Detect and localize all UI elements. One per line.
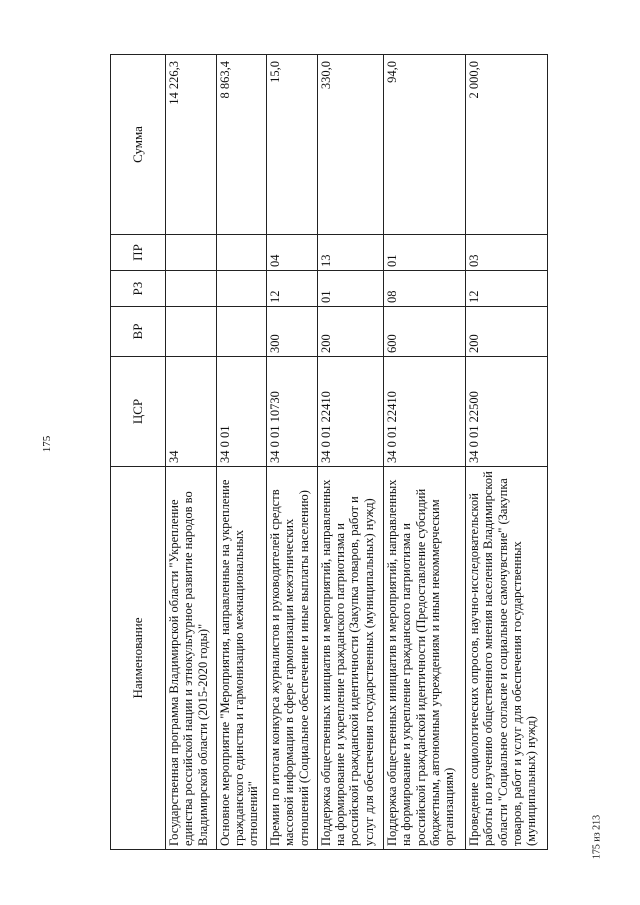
cell-pr [166,235,217,271]
table-row [166,55,217,850]
cell-csr: 34 0 01 22410 [317,357,383,467]
cell-name: Поддержка общественных инициатив и мероприятий, направленных на формирование и укрепление гражданского патриотизма и российской гражданской идентичности (Закупка товаров, работ и услуг для обеспечения государственных (муниципальных) нужд) [317,467,383,850]
header-sum: Сумма [111,55,166,235]
page-number: 175 [41,435,53,453]
cell-rz [216,271,267,307]
cell-name: Государственная программа Владимирской области "Укрепление единства российской нации и этнокультурное развитие народов во Владимирской области (2015-2020 годы)" [166,467,217,850]
header-rz: РЗ [111,271,166,307]
table-row [216,55,267,850]
cell-csr: 34 [166,357,217,467]
cell-rz: 08 [383,271,465,307]
cell-name: Премии по итогам конкурса журналистов и руководителей средств массовой информации в сфере гармонизации межэтнических отношений (Социальное обеспечение и иные выплаты населению) [267,467,318,850]
cell-name: Проведение социологических опросов, научно-исследовательской работы по изучению общественного мнения населения Владимирской области "Социальное согласие и социальное самочувствие" (Закупка товаров, работ и услуг для обеспечения государственных (муниципальных) нужд) [465,467,547,850]
cell-csr: 34 0 01 22410 [383,357,465,467]
cell-rz: 01 [317,271,383,307]
table-row [465,55,547,850]
cell-name: Основное мероприятие "Мероприятия, направленные на укрепление гражданского единства и гармонизацию межнациональных отношений" [216,467,267,850]
cell-rz: 12 [465,271,547,307]
cell-csr: 34 0 01 10730 [267,357,318,467]
cell-vr: 600 [383,307,465,357]
budget-table [110,54,548,850]
cell-sum: 94,0 [383,55,465,235]
table-row [383,55,465,850]
cell-name: Поддержка общественных инициатив и мероприятий, направленных на формирование и укрепление гражданского патриотизма и российской гражданской идентичности (Предоставление субсидий бюджетным, автономным учреждениям и иным некоммерческим организациям) [383,467,465,850]
cell-pr [216,235,267,271]
page-footer: 175 из 213 [591,814,603,860]
cell-rz [166,271,217,307]
header-vr: ВР [111,307,166,357]
cell-sum: 15,0 [267,55,318,235]
cell-vr: 300 [267,307,318,357]
cell-vr [216,307,267,357]
cell-csr: 34 0 01 22500 [465,357,547,467]
cell-pr: 03 [465,235,547,271]
budget-table-container [110,55,548,850]
cell-csr: 34 0 01 [216,357,267,467]
cell-rz: 12 [267,271,318,307]
header-name: Наименование [111,467,166,850]
cell-sum: 330,0 [317,55,383,235]
table-row [317,55,383,850]
header-csr: ЦСР [111,357,166,467]
table-row [267,55,318,850]
table-header-row [111,55,166,850]
cell-vr [166,307,217,357]
cell-sum: 2 000,0 [465,55,547,235]
cell-sum: 14 226,3 [166,55,217,235]
cell-pr: 13 [317,235,383,271]
cell-vr: 200 [465,307,547,357]
header-pr: ПР [111,235,166,271]
cell-pr: 04 [267,235,318,271]
cell-pr: 01 [383,235,465,271]
cell-vr: 200 [317,307,383,357]
cell-sum: 8 863,4 [216,55,267,235]
